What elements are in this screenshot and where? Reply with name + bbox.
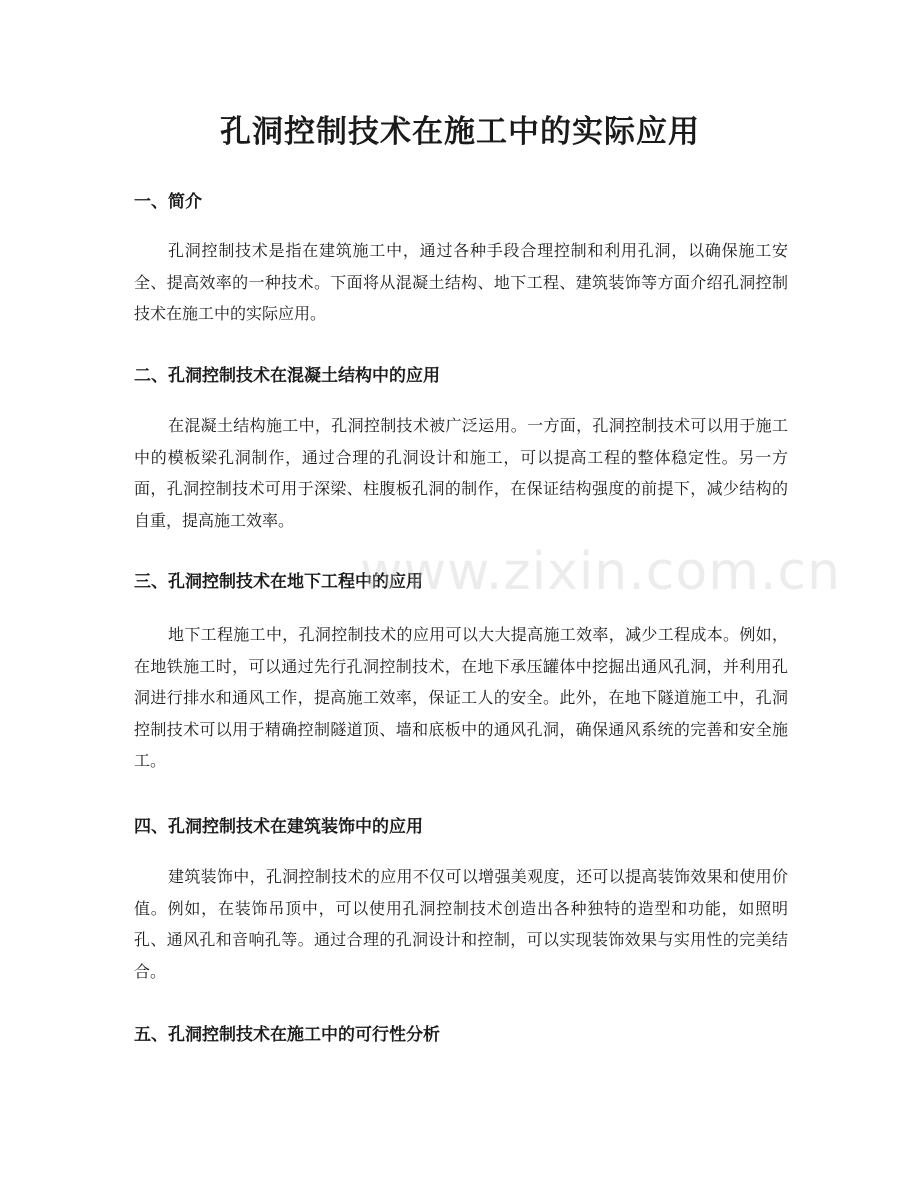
page-title: 孔洞控制技术在施工中的实际应用 [220,114,700,150]
section-paragraph-concrete: 在混凝土结构施工中，孔洞控制技术被广泛运用。一方面，孔洞控制技术可以用于施工中的模板梁孔洞制作，通过合理的孔洞设计和施工，可以提高工程的整体稳定性。另一方面，孔洞控制技术可用于深梁、柱腹板孔洞的制作，在保证结构强度的前提下，减少结构的自重，提高施工效率。 [134,416,788,530]
section-heading-intro: 一、简介 [134,192,202,212]
section-paragraph-underground: 地下工程施工中，孔洞控制技术的应用可以大大提高施工效率，减少工程成本。例如，在地铁施工时，可以通过先行孔洞控制技术，在地下承压罐体中挖掘出通风孔洞，并利用孔洞进行排水和通风工作，提高施工效率，保证工人的安全。此外，在地下隧道施工中，孔洞控制技术可以用于精确控制隧道顶、墙和底板中的通风孔洞，确保通风系统的完善和安全施工。 [134,625,788,770]
section-heading-concrete: 二、孔洞控制技术在混凝土结构中的应用 [134,366,440,386]
watermark: www.zixin.com.cn [360,542,841,602]
section-paragraph-intro: 孔洞控制技术是指在建筑施工中，通过各种手段合理控制和利用孔洞，以确保施工安全、提高效率的一种技术。下面将从混凝土结构、地下工程、建筑装饰等方面介绍孔洞控制技术在施工中的实际应用。 [134,241,788,323]
section-heading-decoration: 四、孔洞控制技术在建筑装饰中的应用 [134,817,423,837]
section-heading-underground: 三、孔洞控制技术在地下工程中的应用 [134,572,423,592]
section-heading-feasibility: 五、孔洞控制技术在施工中的可行性分析 [134,1025,440,1045]
section-paragraph-decoration: 建筑装饰中，孔洞控制技术的应用不仅可以增强美观度，还可以提高装饰效果和使用价值。例如，在装饰吊顶中，可以使用孔洞控制技术创造出各种独特的造型和功能，如照明孔、通风孔和音响孔等。通过合理的孔洞设计和控制，可以实现装饰效果与实用性的完美结合。 [134,867,788,981]
